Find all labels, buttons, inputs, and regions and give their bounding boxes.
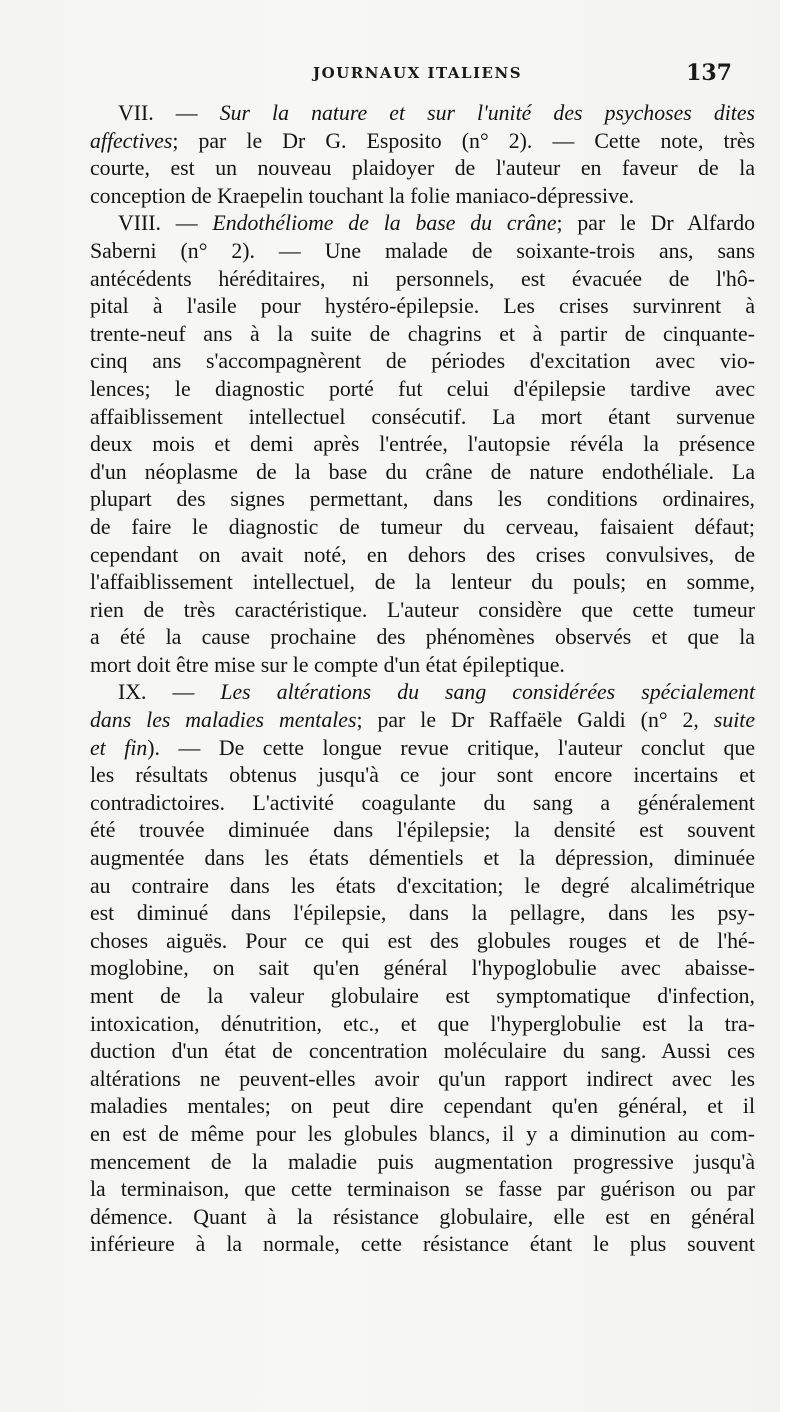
text-line: contradictoires. L'activité coagulante du sang a généralement [90, 790, 755, 815]
section-ix [90, 679, 755, 1258]
text-line: rien de très caractéristique. L'auteur considère que cette tumeur [90, 597, 755, 622]
text-line: augmentée dans les états démentiels et la dépression, diminuée [90, 846, 755, 871]
text-line: mort doit être mise sur le compte d'un état épileptique. [90, 652, 565, 677]
section-viii-heading-line: VIII. — Endothéliome de la base du crâne; par le Dr Alfardo [118, 211, 756, 236]
text-line: démence. Quant à la résistance globulaire, elle est en général [90, 1204, 755, 1229]
text-line: pital à l'asile pour hystéro-épilepsie. Les crises survinrent à [90, 294, 755, 319]
text-line: conception de Kraepelin touchant la folie maniaco-dépressive. [90, 183, 635, 208]
text-line: été trouvée diminuée dans l'épilepsie; la densité est souvent [90, 818, 755, 843]
text-line: moglobine, on sait qu'en général l'hypoglobulie avec abaisse- [90, 956, 755, 981]
text-line: trente-neuf ans à la suite de chagrins et à partir de cinquante- [90, 321, 755, 346]
section-vii-numeral: VII. — [118, 101, 198, 125]
text-line: au contraire dans les états d'excitation; le degré alcalimétrique [90, 873, 755, 898]
section-ix-numeral: IX. — [118, 680, 195, 705]
section-vii-title: Sur la nature et sur l'unité des psychoses dites [219, 101, 755, 125]
text-line: deux mois et demi après l'entrée, l'autopsie révéla la présence [90, 432, 755, 457]
text-line: cependant on avait noté, en dehors des crises convulsives, de [90, 542, 755, 567]
section-vii-title-end: affectives [90, 128, 173, 153]
text-line: est diminué dans l'épilepsie, dans la pellagre, dans les psy- [90, 901, 755, 926]
text-line: maladies mentales; on peut dire cependant qu'en général, et il [90, 1094, 755, 1119]
text-line: et fin). — De cette longue revue critique, l'auteur conclut que [90, 735, 755, 760]
section-viii-title: Endothéliome de la base du crâne [212, 211, 557, 236]
text-line: antécédents héréditaires, ni personnels, est évacuée de l'hô- [90, 266, 755, 291]
running-head: JOURNAUX ITALIENS [313, 64, 523, 82]
text-line: les résultats obtenus jusqu'à ce jour sont encore incertains et [90, 763, 755, 788]
text-line: inférieure à la normale, cette résistance étant le plus souvent [90, 1232, 755, 1257]
text-line: lences; le diagnostic porté fut celui d'épilepsie tardive avec [90, 376, 755, 401]
text-line: Saberni (n° 2). — Une malade de soixante-trois ans, sans [90, 238, 755, 263]
section-ix-title: Les altérations du sang considérées spécialement [220, 680, 755, 705]
text-line: plupart des signes permettant, dans les conditions ordinaires, [90, 487, 755, 512]
section-vii-heading-line [90, 100, 755, 128]
text-line: affectives; par le Dr G. Esposito (n° 2). — Cette note, très [90, 128, 755, 153]
text-line: a été la cause prochaine des phénomènes observés et que la [90, 625, 755, 650]
text-line: en est de même pour les globules blancs, il y a diminution au com- [90, 1121, 755, 1146]
page-header [88, 60, 740, 86]
body-text [90, 100, 755, 1259]
text-line: courte, est un nouveau plaidoyer de l'auteur en faveur de la [90, 156, 755, 181]
text-line: la terminaison, que cette terminaison se fasse par guérison ou par [90, 1177, 755, 1202]
section-viii-numeral: VIII. — [118, 211, 198, 236]
text-line: l'affaiblissement intellectuel, de la lenteur du pouls; en somme, [90, 570, 755, 595]
text-line: duction d'un état de concentration moléculaire du sang. Aussi ces [90, 1039, 755, 1064]
text-line: choses aiguës. Pour ce qui est des globules rouges et de l'hé- [90, 928, 755, 953]
section-ix-heading-line-2: dans les maladies mentales; par le Dr Raffaële Galdi (n° 2, suite [90, 708, 756, 733]
text-line: de faire le diagnostic de tumeur du cerveau, faisaient défaut; [90, 514, 755, 539]
text-line: intoxication, dénutrition, etc., et que l'hyperglobulie est la tra- [90, 1011, 755, 1036]
text-line: affaiblissement intellectuel consécutif. La mort étant survenue [90, 404, 755, 429]
section-viii [90, 210, 755, 679]
page-number: 137 [686, 60, 732, 86]
text-line: cinq ans s'accompagnèrent de périodes d'excitation avec vio- [90, 349, 755, 374]
text-line: altérations ne peuvent-elles avoir qu'un rapport indirect avec les [90, 1066, 755, 1091]
section-ix-heading-line [90, 679, 755, 707]
text-line: mencement de la maladie puis augmentation progressive jusqu'à [90, 1149, 755, 1174]
text-line: ment de la valeur globulaire est symptomatique d'infection, [90, 984, 755, 1008]
text-line: d'un néoplasme de la base du crâne de nature endothéliale. La [90, 459, 755, 484]
section-vii [90, 100, 755, 210]
